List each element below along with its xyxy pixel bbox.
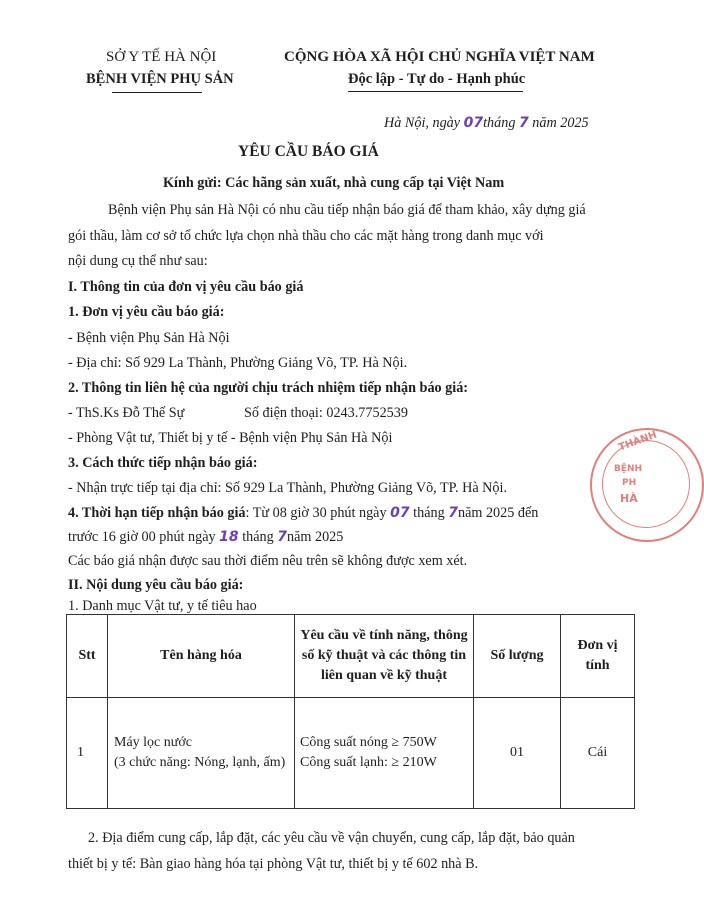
deadline-text-c: năm 2025 đến (457, 505, 539, 521)
row-unit: Cái (561, 698, 635, 809)
header-quantity: Số lượng (474, 615, 561, 698)
deadline-text-a: : Từ 08 giờ 30 phút ngày (245, 505, 387, 521)
section1-sub2: 2. Thông tin liên hệ của người chịu trách nhiệm tiếp nhận báo giá: (68, 380, 469, 396)
header-req-line-2: số kỹ thuật và các thông tin (301, 648, 467, 663)
unit-address: - Địa chỉ: Số 929 La Thành, Phường Giảng Võ, TP. Hà Nội. (68, 355, 408, 371)
section1-sub1: 1. Đơn vị yêu cầu báo giá: (68, 304, 225, 320)
header-unit-line-1: Đơn vị (577, 638, 618, 653)
table-header-row (67, 615, 635, 698)
deadline-month-2: 7 (277, 529, 288, 545)
deadline-line-1 (68, 504, 538, 522)
hospital-name: BỆNH VIỆN PHỤ SẢN (86, 71, 234, 87)
stamp-text-top: THÀNH (617, 429, 659, 454)
deadline-text-f: năm 2025 (287, 529, 344, 545)
receipt-method: - Nhận trực tiếp tại địa chỉ: Số 929 La Thành, Phường Giảng Võ, TP. Hà Nội. (68, 480, 507, 496)
list-title: 1. Danh mục Vật tư, y tế tiêu hao (68, 598, 257, 614)
intro-line-1: Bệnh viện Phụ sản Hà Nội có nhu cầu tiếp nhận báo giá để tham khảo, xây dựng giá (108, 202, 586, 218)
stamp-text-mid3: HÀ (620, 492, 638, 505)
hospital-underline (112, 92, 202, 93)
header-req-line-3: liên quan về kỹ thuật (320, 668, 448, 683)
date-line (384, 114, 589, 132)
requesting-unit: - Bệnh viện Phụ Sản Hà Nội (68, 330, 230, 346)
date-day: 07 (463, 115, 484, 131)
date-prefix: Hà Nội, ngày (384, 115, 461, 131)
late-note: Các báo giá nhận được sau thời điểm nêu trên sẽ không được xem xét. (68, 553, 468, 569)
recipient-line: Kính gửi: Các hãng sản xuất, nhà cung cấp tại Việt Nam (163, 175, 505, 191)
section1-heading: I. Thông tin của đơn vị yêu cầu báo giá (68, 279, 304, 295)
stamp-text-mid2: PH (622, 478, 637, 488)
item2-line-1: 2. Địa điểm cung cấp, lắp đặt, các yêu cầu về vận chuyển, cung cấp, lắp đặt, bảo quản (88, 830, 575, 846)
deadline-text-e: tháng (242, 529, 274, 545)
items-table (66, 614, 635, 809)
header-req-line-1: Yêu cầu về tính năng, thông (300, 628, 468, 643)
header-unit-line-2: tính (585, 658, 610, 673)
row-name-line-1: Máy lọc nước (114, 735, 192, 750)
row-name-line-2: (3 chức năng: Nóng, lạnh, ấm) (114, 755, 286, 770)
deadline-day-1: 07 (390, 505, 410, 521)
header-stt: Stt (67, 615, 108, 698)
slogan-underline (348, 91, 523, 92)
date-month: 7 (518, 115, 529, 131)
deadline-text-d: trước 16 giờ 00 phút ngày (68, 529, 216, 545)
stamp-text-mid1: BỆNH (614, 464, 643, 474)
deadline-day-2: 18 (219, 529, 239, 545)
document-title: YÊU CẦU BÁO GIÁ (238, 143, 379, 160)
section1-sub3: 3. Cách thức tiếp nhận báo giá: (68, 455, 258, 471)
item2-line-2: thiết bị y tế: Bàn giao hàng hóa tại phòng Vật tư, thiết bị y tế 602 nhà B. (68, 856, 479, 872)
country-motto: CỘNG HÒA XÃ HỘI CHỦ NGHĨA VIỆT NAM (284, 49, 595, 65)
table-row (67, 698, 635, 809)
ministry-name: SỞ Y TẾ HÀ NỘI (106, 49, 217, 65)
header-unit (561, 615, 635, 698)
deadline-text-b: tháng (413, 505, 445, 521)
row-quantity: 01 (474, 698, 561, 809)
contact-phone: Số điện thoại: 0243.7752539 (244, 405, 408, 421)
national-slogan: Độc lập - Tự do - Hạnh phúc (348, 71, 526, 87)
date-month-label: tháng (483, 115, 516, 131)
deadline-month-1: 7 (448, 505, 458, 521)
date-year: năm 2025 (532, 115, 589, 131)
intro-line-3: nội dung cụ thể như sau: (68, 253, 208, 269)
row-stt: 1 (67, 698, 108, 809)
row-spec-line-1: Công suất nóng ≥ 750W (300, 735, 437, 750)
row-spec (295, 698, 474, 809)
stamp-inner-ring (602, 440, 690, 528)
contact-department: - Phòng Vật tư, Thiết bị y tế - Bệnh viện Phụ Sản Hà Nội (68, 430, 393, 446)
deadline-line-2 (68, 528, 343, 546)
contact-name: - ThS.Ks Đỗ Thế Sự (68, 405, 185, 421)
section1-sub4: 4. Thời hạn tiếp nhận báo giá (68, 505, 246, 521)
row-name (108, 698, 295, 809)
header-name: Tên hàng hóa (108, 615, 295, 698)
red-stamp (590, 428, 704, 542)
row-spec-line-2: Công suất lạnh: ≥ 210W (300, 755, 437, 770)
intro-line-2: gói thầu, làm cơ sở tổ chức lựa chọn nhà thầu cho các mặt hàng trong danh mục với (68, 228, 544, 244)
section2-heading: II. Nội dung yêu cầu báo giá: (68, 577, 244, 593)
header-requirements (295, 615, 474, 698)
